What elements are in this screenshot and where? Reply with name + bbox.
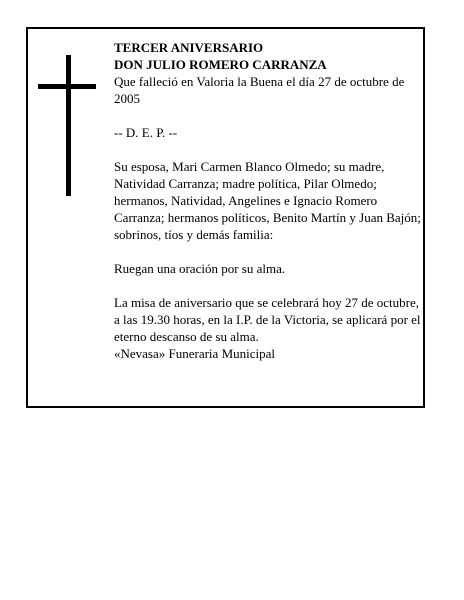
notice-text (114, 39, 426, 362)
prayer-request: Ruegan una oración por su alma. (114, 261, 286, 276)
cross-vertical-bar (66, 55, 71, 196)
family-list: Su esposa, Mari Carmen Blanco Olmedo; su madre, Natividad Carranza; madre política, Pilar Olmedo; hermanos, Natividad, Angelines e Ignacio Romero Carranza; hermanos políticos, Benito Martín y Juan Bajón; sobrinos, tíos y demás familia: (114, 159, 421, 242)
cross-horizontal-bar (38, 84, 96, 89)
death-info: Que falleció en Valoria la Buena el día 27 de octubre de 2005 (114, 74, 405, 106)
notice-title-line2: DON JULIO ROMERO CARRANZA (114, 57, 327, 72)
notice-title-line1: TERCER ANIVERSARIO (114, 40, 264, 55)
mass-info: La misa de aniversario que se celebrará hoy 27 de octubre, a las 19.30 horas, en la I.P. de la Victoria, se aplicará por el eterno descanso de su alma. (114, 295, 421, 344)
rip-line: -- D. E. P. -- (114, 125, 178, 140)
funeral-home: «Nevasa» Funeraria Municipal (114, 346, 276, 361)
